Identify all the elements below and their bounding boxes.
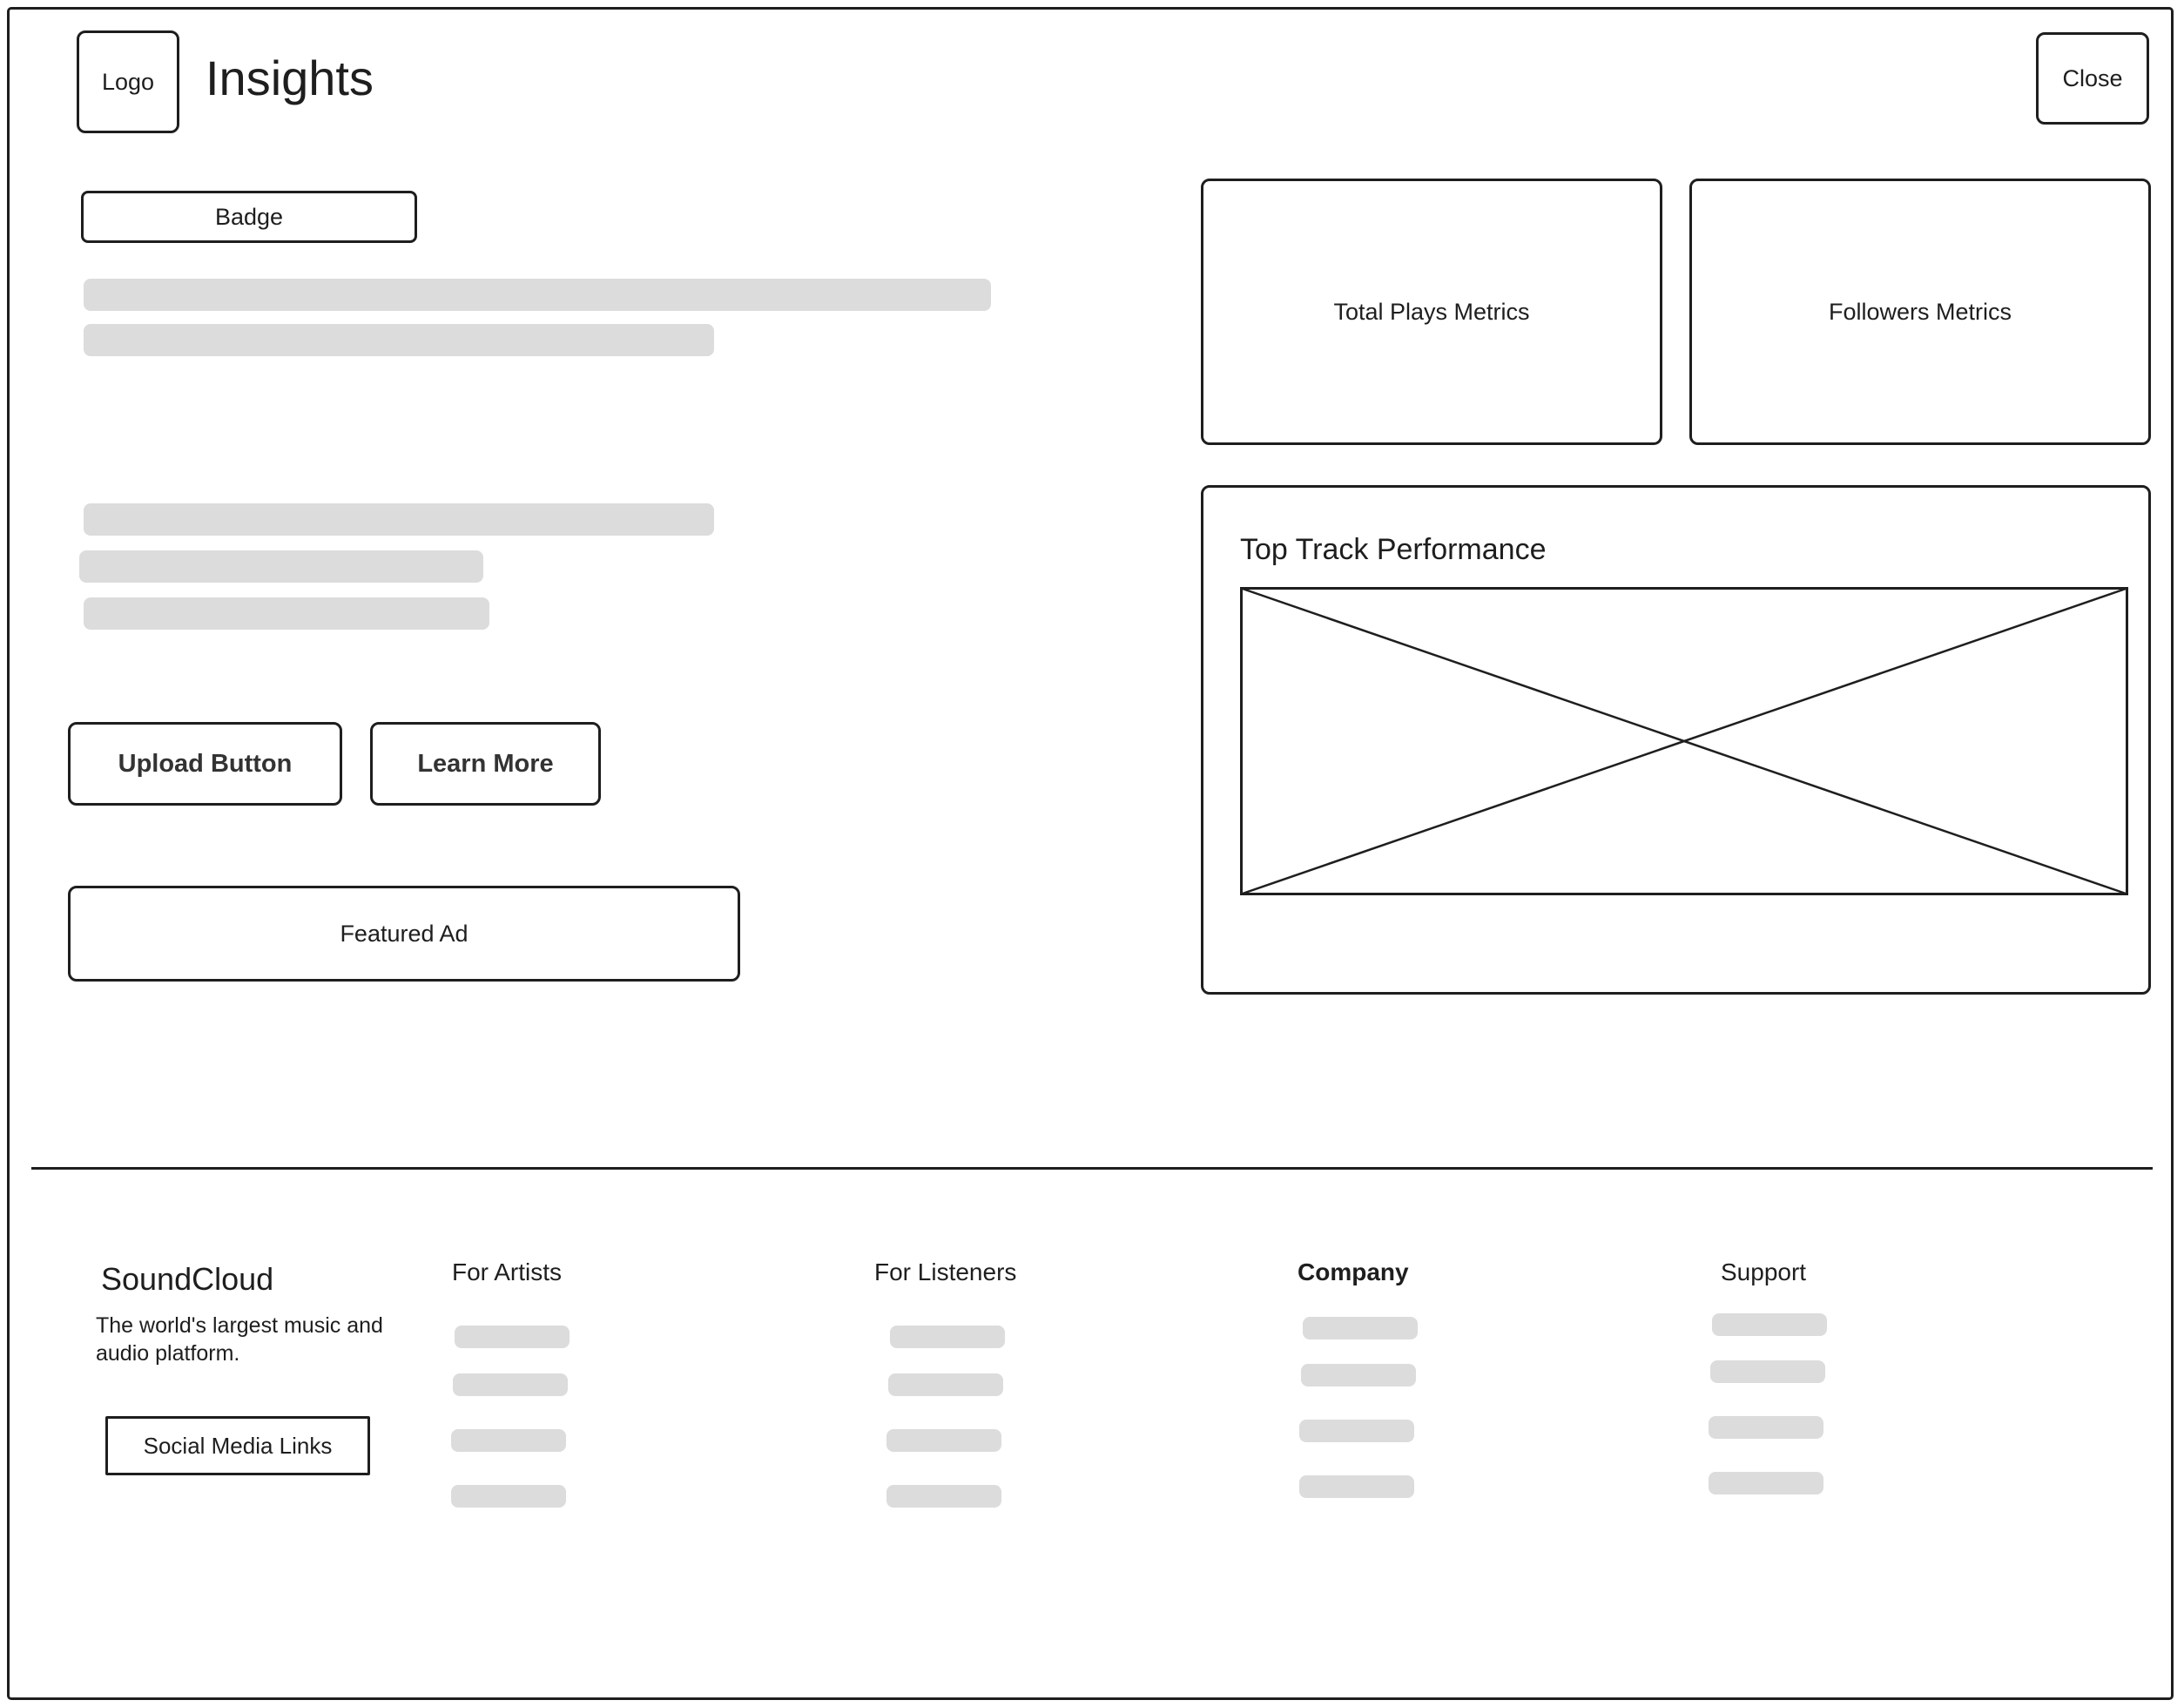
- footer-tagline: The world's largest music and audio platform.: [96, 1313, 383, 1366]
- upload-button-label: Upload Button: [118, 749, 293, 778]
- body-line-1: [84, 503, 714, 536]
- footer-link[interactable]: [1301, 1364, 1416, 1387]
- footer-link[interactable]: [451, 1485, 566, 1508]
- close-button-label: Close: [2062, 64, 2123, 91]
- badge-label: Badge: [214, 203, 284, 230]
- top-track-performance-title: Top Track Performance: [1240, 533, 1547, 566]
- footer-link[interactable]: [1299, 1475, 1414, 1498]
- footer-link[interactable]: [1709, 1472, 1823, 1494]
- featured-ad[interactable]: [68, 886, 740, 982]
- featured-ad-label: Featured Ad: [340, 920, 468, 947]
- social-media-links-label: Social Media Links: [143, 1432, 333, 1459]
- footer-link[interactable]: [453, 1373, 568, 1396]
- badge: [81, 191, 417, 243]
- footer-link[interactable]: [1303, 1317, 1418, 1339]
- footer-divider: [31, 1167, 2153, 1170]
- footer-link[interactable]: [886, 1485, 1001, 1508]
- footer-link[interactable]: [888, 1373, 1003, 1396]
- body-line-2: [79, 550, 483, 583]
- footer-link[interactable]: [1712, 1313, 1827, 1336]
- footer-heading-for-artists: For Artists: [452, 1258, 563, 1285]
- page-title: Insights: [206, 51, 374, 105]
- footer-link[interactable]: [1710, 1360, 1825, 1383]
- footer-link[interactable]: [1299, 1420, 1414, 1442]
- footer-brand: SoundCloud: [101, 1261, 274, 1297]
- footer-link[interactable]: [455, 1326, 570, 1348]
- footer-heading-company: Company: [1298, 1258, 1409, 1285]
- social-media-links[interactable]: [105, 1416, 370, 1475]
- followers-metrics-label: Followers Metrics: [1828, 298, 2012, 325]
- footer-link[interactable]: [890, 1326, 1005, 1348]
- learn-more-button[interactable]: [370, 722, 601, 806]
- footer-heading-support: Support: [1721, 1258, 1807, 1285]
- learn-more-button-label: Learn More: [417, 749, 554, 778]
- close-button[interactable]: [2036, 32, 2149, 125]
- footer-link[interactable]: [1709, 1416, 1823, 1439]
- headline-line-1: [84, 279, 991, 311]
- top-track-performance-card: [1201, 485, 2151, 995]
- logo[interactable]: [77, 30, 179, 133]
- logo-label: Logo: [101, 68, 155, 95]
- footer-link[interactable]: [886, 1429, 1001, 1452]
- headline-line-2: [84, 324, 714, 356]
- followers-metrics-card: [1689, 179, 2151, 445]
- chart-placeholder-image: [1240, 587, 2128, 895]
- total-plays-metrics-card: [1201, 179, 1662, 445]
- total-plays-metrics-label: Total Plays Metrics: [1333, 298, 1530, 325]
- footer-link[interactable]: [451, 1429, 566, 1452]
- upload-button[interactable]: [68, 722, 342, 806]
- body-line-3: [84, 597, 489, 630]
- footer-heading-for-listeners: For Listeners: [874, 1258, 1017, 1285]
